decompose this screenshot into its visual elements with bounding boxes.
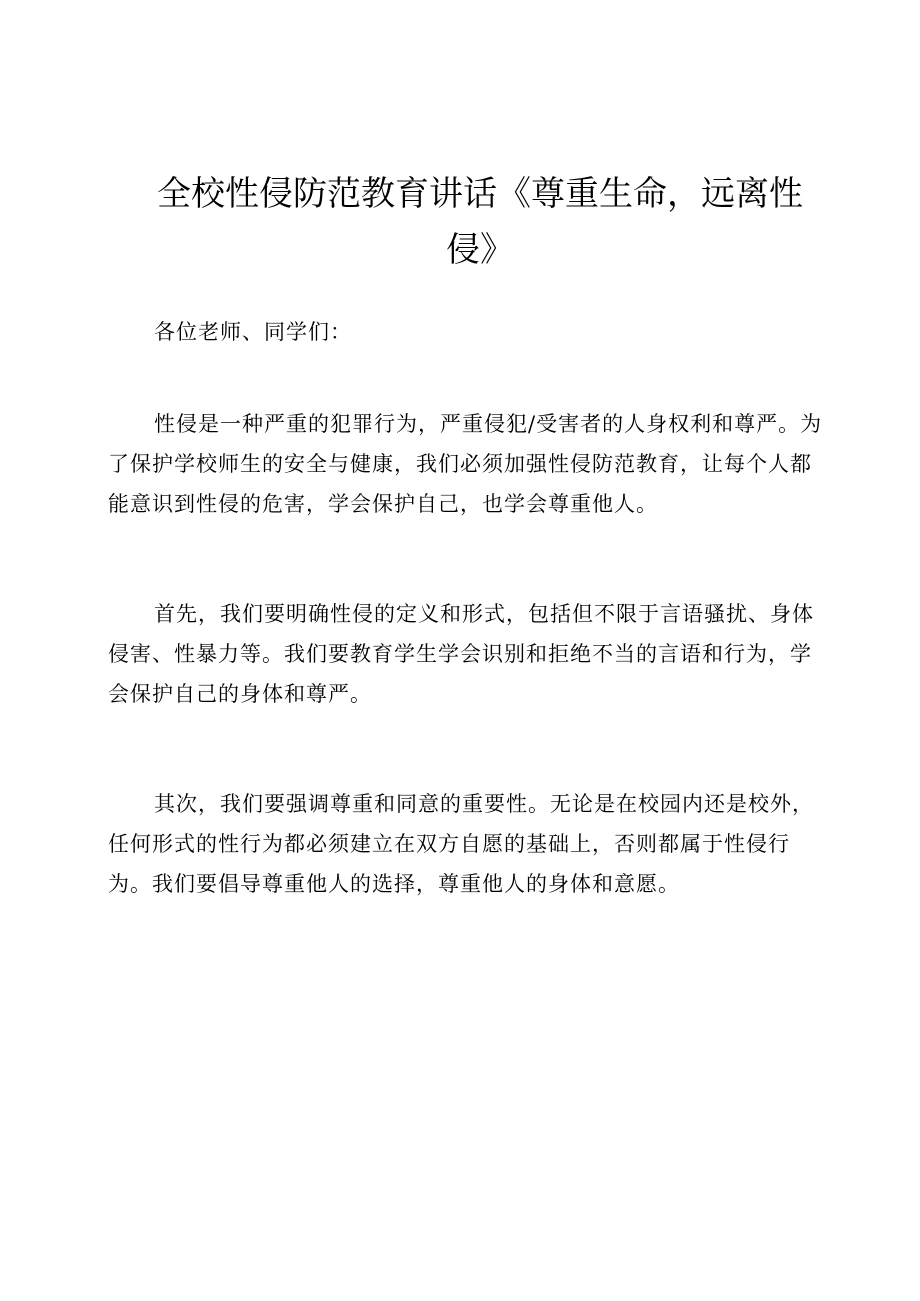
document-title: 全校性侵防范教育讲话《尊重生命，远离性侵》 [157,174,803,270]
greeting: 各位老师、同学们： [154,320,352,344]
paragraph-2: 首先，我们要明确性侵的定义和形式，包括但不限于言语骚扰、身体侵害、性暴力等。我们要教育学生学会识别和拒绝不当的言语和行为，学会保护自己的身体和尊严。 [108,602,814,706]
paragraph-1: 性侵是一种严重的犯罪行为，严重侵犯/受害者的人身权利和尊严。为了保护学校师生的安全与健康，我们必须加强性侵防范教育，让每个人都能意识到性侵的危害，学会保护自己，也学会尊重他人。 [108,412,823,516]
paragraph-3: 其次，我们要强调尊重和同意的重要性。无论是在校园内还是校外，任何形式的性行为都必须建立在双方自愿的基础上，否则都属于性侵行为。我们要倡导尊重他人的选择，尊重他人的身体和意愿。 [108,792,814,896]
